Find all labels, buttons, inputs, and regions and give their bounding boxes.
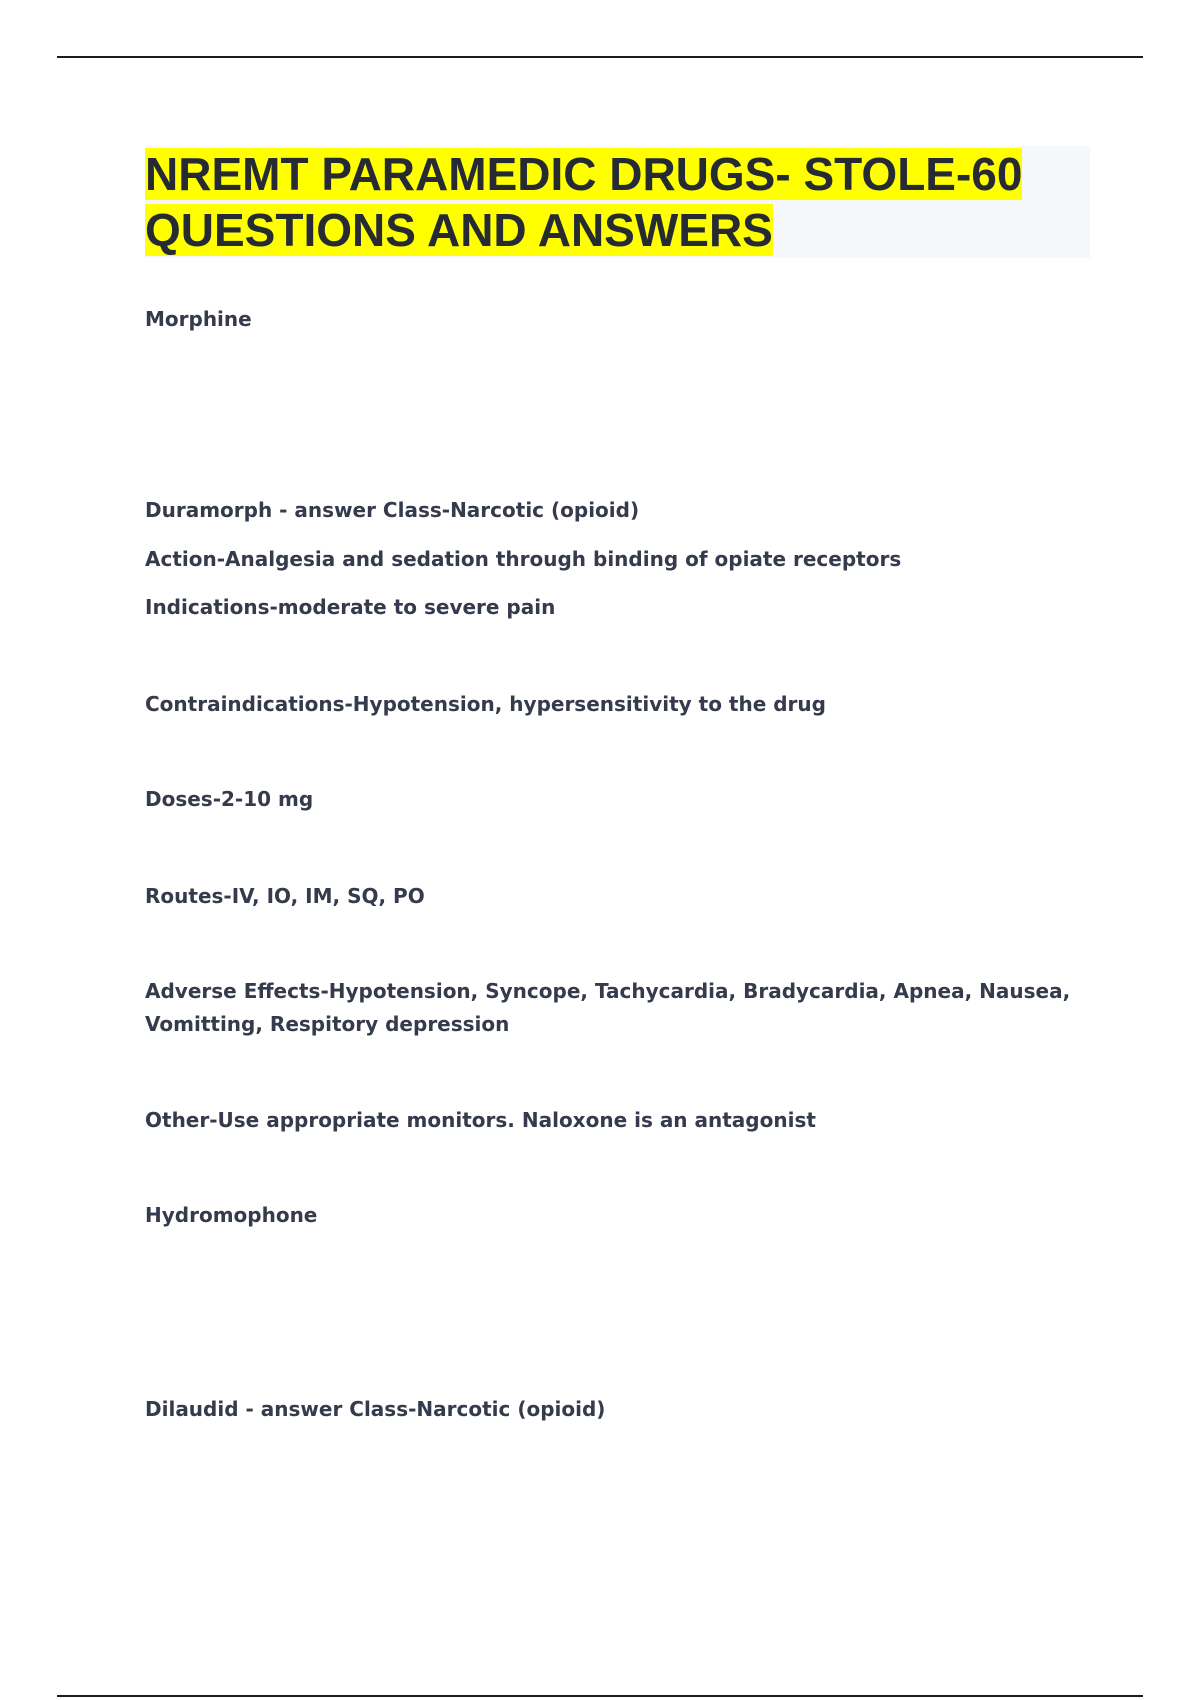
footer-rule <box>57 1695 1143 1697</box>
entry-routes: Routes-IV, IO, IM, SQ, PO <box>145 884 425 908</box>
entry-adverse-effects: Adverse Effects-Hypotension, Syncope, Tachycardia, Bradycardia, Apnea, Nausea, Vomitting, Respitory depression <box>145 979 1071 1036</box>
entry-hydromophone: Hydromophone <box>145 1203 318 1227</box>
entry-indications: Indications-moderate to severe pain <box>145 595 556 619</box>
title-line-2: QUESTIONS AND ANSWERS <box>145 204 773 256</box>
entry-action: Action-Analgesia and sedation through binding of opiate receptors <box>145 547 902 571</box>
document-title <box>145 146 1090 258</box>
title-line-1: NREMT PARAMEDIC DRUGS- STOLE-60 <box>145 148 1023 200</box>
entry-contraindications: Contraindications-Hypotension, hypersensitivity to the drug <box>145 692 826 716</box>
entry-other: Other-Use appropriate monitors. Naloxone is an antagonist <box>145 1108 816 1132</box>
entry-doses: Doses-2-10 mg <box>145 787 314 811</box>
entry-dilaudid: Dilaudid - answer Class-Narcotic (opioid) <box>145 1397 606 1421</box>
entry-duramorph: Duramorph - answer Class-Narcotic (opioid) <box>145 498 640 522</box>
header-rule <box>57 56 1143 58</box>
title-block <box>145 146 1090 258</box>
entry-morphine: Morphine <box>145 307 252 331</box>
